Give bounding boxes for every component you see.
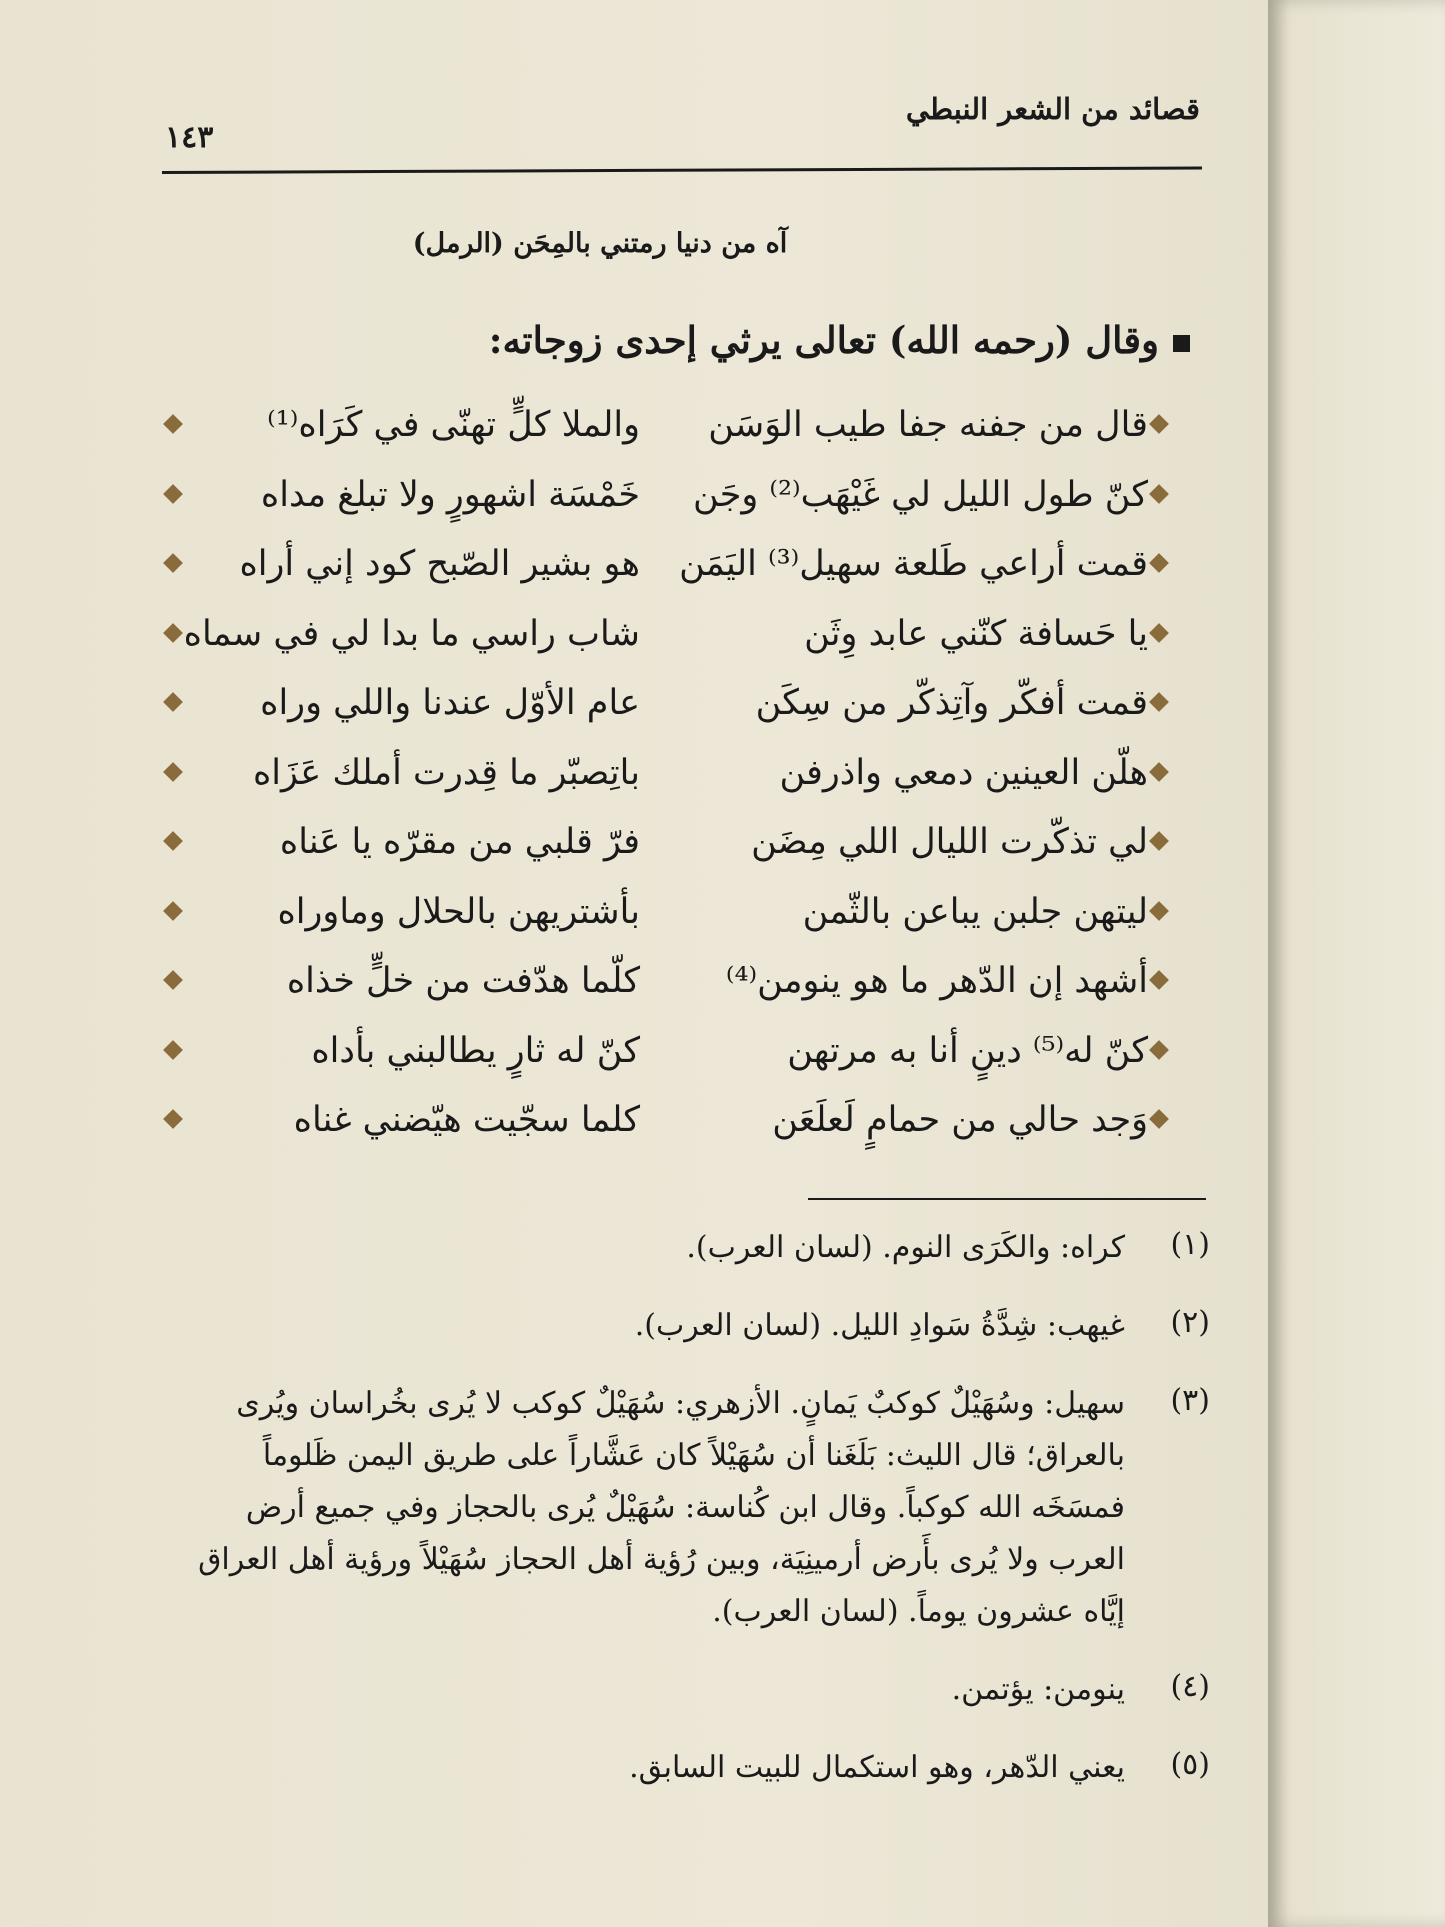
footnote-text: ينومن: يؤتمن.	[951, 1672, 1125, 1707]
footnote	[180, 1378, 1210, 1638]
diamond-bullet-icon	[163, 1040, 183, 1060]
diamond-bullet-icon	[163, 692, 183, 712]
verse-line	[160, 673, 1170, 743]
verse-first-hemistich: كنّ له⁽⁵⁾ دينٍ أنا به مرتهن	[787, 1030, 1148, 1071]
verse-first-hemistich: أشهد إن الدّهر ما هو ينومن⁽⁴⁾	[725, 961, 1148, 1001]
diamond-bullet-icon	[163, 762, 183, 782]
verse-second-hemistich: فرّ قلبي من مقرّه يا عَناه	[279, 822, 640, 862]
verse-second-hemistich: كنّ له ثارٍ يطالبني بأداه	[311, 1030, 640, 1071]
verse-first-hemistich: قال من جفنه جفا طيب الوَسَن	[708, 405, 1148, 445]
diamond-bullet-icon	[1149, 1040, 1169, 1060]
running-header-title: قصائد من الشعر النبطي	[905, 92, 1200, 126]
verse-line	[160, 882, 1170, 952]
verse-first-hemistich: لي تذكّرت الليال اللي مِضَن	[751, 822, 1148, 862]
footnote	[180, 1300, 1210, 1352]
verse-first-hemistich: قمت أراعي طَلعة سهيل⁽³⁾ اليَمَن	[679, 544, 1148, 584]
verse-second-hemistich: والملا كلٍّ تهنّى في كَرَاه⁽¹⁾	[267, 405, 640, 445]
footnote-separator	[808, 1198, 1206, 1200]
diamond-bullet-icon	[163, 970, 183, 990]
verse-first-hemistich: كنّ طول الليل لي غَيْهَب⁽²⁾ وجَن	[693, 474, 1148, 515]
verse-second-hemistich: شاب راسي ما بدا لي في سماه	[183, 613, 640, 654]
diamond-bullet-icon	[1149, 623, 1169, 643]
footnote-text: سهيل: وسُهَيْلٌ كوكبٌ يَمانٍ. الأزهري: سُهَيْلٌ كوكب لا يُرى بخُراسان ويُرى بالعراق؛ قال الليث: بَلَغَنا أن سُهَيْلاً كان عَشَّاراً على طريق اليمن ظَلوماً فمسَخَه الله كوكباً. وقال ابن كُناسة: سُهَيْلٌ يُرى بالحجاز وفي جميع أرض العرب ولا يُرى بأَرض أرمينِيَة، وبين رُؤية أهل الحجاز سُهَيْلاً ورؤية أهل العراق إيَّاه عشرون يوماً. (لسان العرب).	[198, 1386, 1125, 1629]
poem-intro	[290, 318, 1190, 362]
adjacent-page-edge	[1268, 0, 1445, 1927]
diamond-bullet-icon	[1149, 484, 1169, 504]
diamond-bullet-icon	[1149, 553, 1169, 573]
verse-line	[160, 534, 1170, 604]
verse-line	[160, 604, 1170, 674]
diamond-bullet-icon	[1149, 414, 1169, 434]
poem-verses	[160, 395, 1170, 1160]
verse-line	[160, 395, 1170, 465]
verse-first-hemistich: ليتهن جلبن يباعن بالثّمن	[802, 891, 1148, 932]
footnote-number: (١)	[1170, 1227, 1210, 1262]
square-bullet-icon	[1173, 335, 1190, 352]
poem-intro-text: وقال (رحمه الله) تعالى يرثي إحدى زوجاته:	[488, 318, 1159, 362]
verse-second-hemistich: هو بشير الصّبح كود إني أراه	[239, 544, 640, 584]
footnote-number: (٣)	[1170, 1383, 1210, 1418]
diamond-bullet-icon	[163, 553, 183, 573]
footnote-number: (٤)	[1170, 1669, 1210, 1704]
diamond-bullet-icon	[1149, 901, 1169, 921]
footnotes	[180, 1222, 1210, 1820]
poem-title: آه من دنيا رمتني بالمِحَن (الرمل)	[412, 228, 788, 259]
verse-line	[160, 812, 1170, 882]
diamond-bullet-icon	[163, 831, 183, 851]
verse-first-hemistich: يا حَسافة كنّني عابد وِثَن	[804, 613, 1148, 654]
verse-second-hemistich: بأشتريهن بالحلال وماوراه	[277, 891, 640, 932]
diamond-bullet-icon	[163, 623, 183, 643]
page-number: ١٤٣	[165, 120, 214, 155]
verse-line	[160, 951, 1170, 1021]
diamond-bullet-icon	[163, 484, 183, 504]
diamond-bullet-icon	[1149, 1109, 1169, 1129]
footnote	[180, 1664, 1210, 1716]
diamond-bullet-icon	[163, 901, 183, 921]
verse-first-hemistich: قمت أفكّر وآتِذكّر من سِكَن	[755, 683, 1148, 723]
verse-line	[160, 465, 1170, 535]
diamond-bullet-icon	[163, 414, 183, 434]
verse-line	[160, 1021, 1170, 1091]
footnote	[180, 1742, 1210, 1794]
verse-first-hemistich: وَجد حالي من حمامٍ لَعلَعَن	[772, 1100, 1148, 1140]
footnote-number: (٥)	[1170, 1747, 1210, 1782]
verse-first-hemistich: هلّن العينين دمعي واذرفن	[779, 752, 1148, 793]
verse-line	[160, 1090, 1170, 1160]
footnote-number: (٢)	[1170, 1305, 1210, 1340]
footnote-text: يعني الدّهر، وهو استكمال للبيت السابق.	[629, 1750, 1125, 1785]
verse-second-hemistich: عام الأوّل عندنا واللي وراه	[260, 683, 640, 723]
diamond-bullet-icon	[1149, 692, 1169, 712]
verse-second-hemistich: كلّما هدّفت من خلٍّ خذاه	[286, 961, 640, 1001]
verse-second-hemistich: باتِصبّر ما قِدرت أملك عَزَاه	[252, 752, 640, 793]
verse-second-hemistich: خَمْسَة اشهورٍ ولا تبلغ مداه	[260, 474, 640, 515]
footnote-text: غيهب: شِدَّةُ سَوادِ الليل. (لسان العرب).	[634, 1308, 1125, 1343]
diamond-bullet-icon	[1149, 762, 1169, 782]
diamond-bullet-icon	[163, 1109, 183, 1129]
verse-second-hemistich: كلما سجّيت هيّضني غناه	[293, 1100, 640, 1140]
verse-line	[160, 743, 1170, 813]
diamond-bullet-icon	[1149, 970, 1169, 990]
diamond-bullet-icon	[1149, 831, 1169, 851]
footnote-text: كراه: والكَرَى النوم. (لسان العرب).	[686, 1230, 1125, 1265]
footnote	[180, 1222, 1210, 1274]
header-rule	[162, 166, 1202, 174]
